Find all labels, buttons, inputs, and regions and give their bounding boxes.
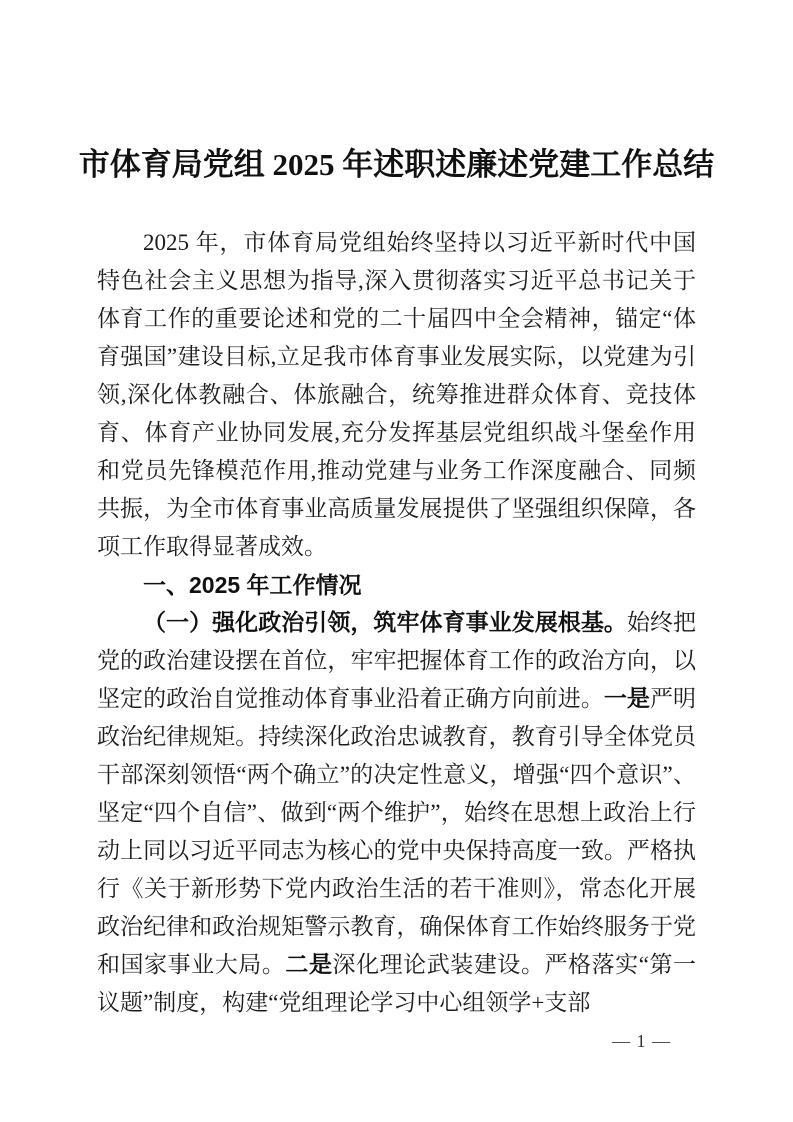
section-heading: 一、2025 年工作情况 bbox=[143, 572, 362, 598]
subsection-paragraph bbox=[97, 604, 696, 1022]
emphasis-run: 二是 bbox=[285, 952, 333, 977]
page-number: — 1 — bbox=[612, 1031, 671, 1051]
emphasis-run: 一是 bbox=[603, 686, 650, 711]
text-run: 始终把党的政治建设摆在首位，牢牢把握体育工作的政治方向，以坚定的政治自觉推动体育事业沿着正确方向前进。 bbox=[97, 610, 697, 711]
document-body bbox=[97, 224, 696, 1022]
text-run: 严明政治纪律规矩。持续深化政治忠诚教育，教育引导全体党员干部深刻领悟“两个确立”的决定性意义，增强“四个意识”、坚定“四个自信”、做到“两个维护”，始终在思想上政治上行动上同以习近平同志为核心的党中央保持高度一致。严格执行《关于新形势下党内政治生活的若干准则》，常态化开展政治纪律和政治规矩警示教育，确保体育工作始终服务于党和国家事业大局。 bbox=[97, 686, 697, 977]
emphasis-run: （一）强化政治引领，筑牢体育事业发展根基。 bbox=[143, 610, 627, 635]
text-run: 深化理论武装建设。严格落实“第一议题”制度，构建“党组理论学习中心组领学+支部 bbox=[97, 952, 697, 1015]
document-title: 市体育局党组 2025 年述职述廉述党建工作总结 bbox=[78, 147, 715, 182]
intro-paragraph: 2025 年，市体育局党组始终坚持以习近平新时代中国特色社会主义思想为指导,深入贯彻落实习近平总书记关于体育工作的重要论述和党的二十届四中全会精神，锚定“体育强国”建设目标,立足我市体育事业发展实际，以党建为引领,深化体教融合、体旅融合，统筹推进群众体育、竞技体育、体育产业协同发展,充分发挥基层党组织战斗堡垒作用和党员先锋模范作用,推动党建与业务工作深度融合、同频共振，为全市体育事业高质量发展提供了坚强组织保障，各项工作取得显著成效。 bbox=[97, 230, 696, 559]
